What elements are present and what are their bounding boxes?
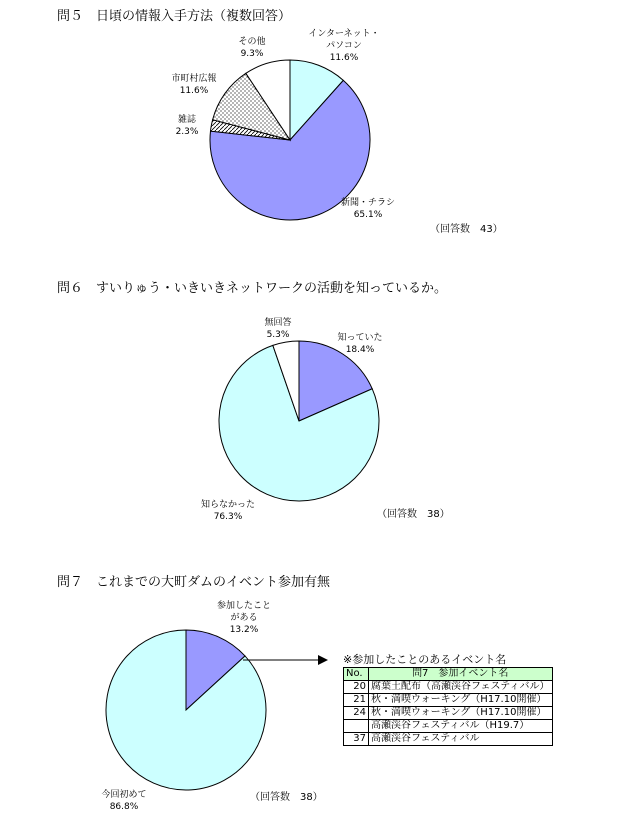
q6-title: 問６ すいりゅう・いきいきネットワークの活動を知っているか。	[57, 281, 448, 296]
table-row: 20 腐葉土配布（高瀬渓谷フェスティバル）	[344, 681, 553, 694]
table-row: 24 秋・満喫ウォーキング（H17.10開催）	[344, 707, 553, 720]
q7-label-first-time: 今回初めて 86.8%	[101, 790, 147, 812]
q5-label-newspaper: 新聞・チラシ 65.1%	[340, 198, 395, 220]
q7-title: 問７ これまでの大町ダムのイベント参加有無	[57, 575, 331, 590]
events-table	[343, 667, 553, 746]
q5-title: 問５ 日頃の情報入手方法（複数回答）	[57, 9, 292, 24]
q5-label-magazine: 雑誌 2.3%	[175, 115, 199, 137]
q5-response-count: （回答数 43）	[430, 224, 503, 235]
q6-label-didnt-know: 知らなかった 76.3%	[200, 500, 255, 522]
events-header-no: No.	[344, 668, 369, 681]
events-header-name: 問7 参加イベント名	[369, 668, 553, 681]
events-table-header	[344, 668, 553, 681]
q6-response-count: （回答数 38）	[377, 509, 450, 520]
q5-label-internet: インターネット・ パソコン 11.6%	[308, 29, 380, 63]
q7-label-participated: 参加したこと がある 13.2%	[216, 601, 271, 635]
events-caption: ※参加したことのあるイベント名	[343, 653, 507, 666]
table-row: 21 秋・満喫ウォーキング（H17.10開催）	[344, 694, 553, 707]
table-row: 37 高瀬渓谷フェスティバル	[344, 733, 553, 746]
q6-label-no-answer: 無回答 5.3%	[264, 318, 292, 340]
q7-response-count: （回答数 38）	[250, 792, 323, 803]
q6-label-knew: 知っていた 18.4%	[337, 333, 383, 355]
table-row: 高瀬渓谷フェスティバル（H19.7）	[344, 720, 553, 733]
q5-label-other: その他 9.3%	[238, 37, 266, 59]
q5-label-municipal: 市町村広報 11.6%	[171, 74, 217, 96]
